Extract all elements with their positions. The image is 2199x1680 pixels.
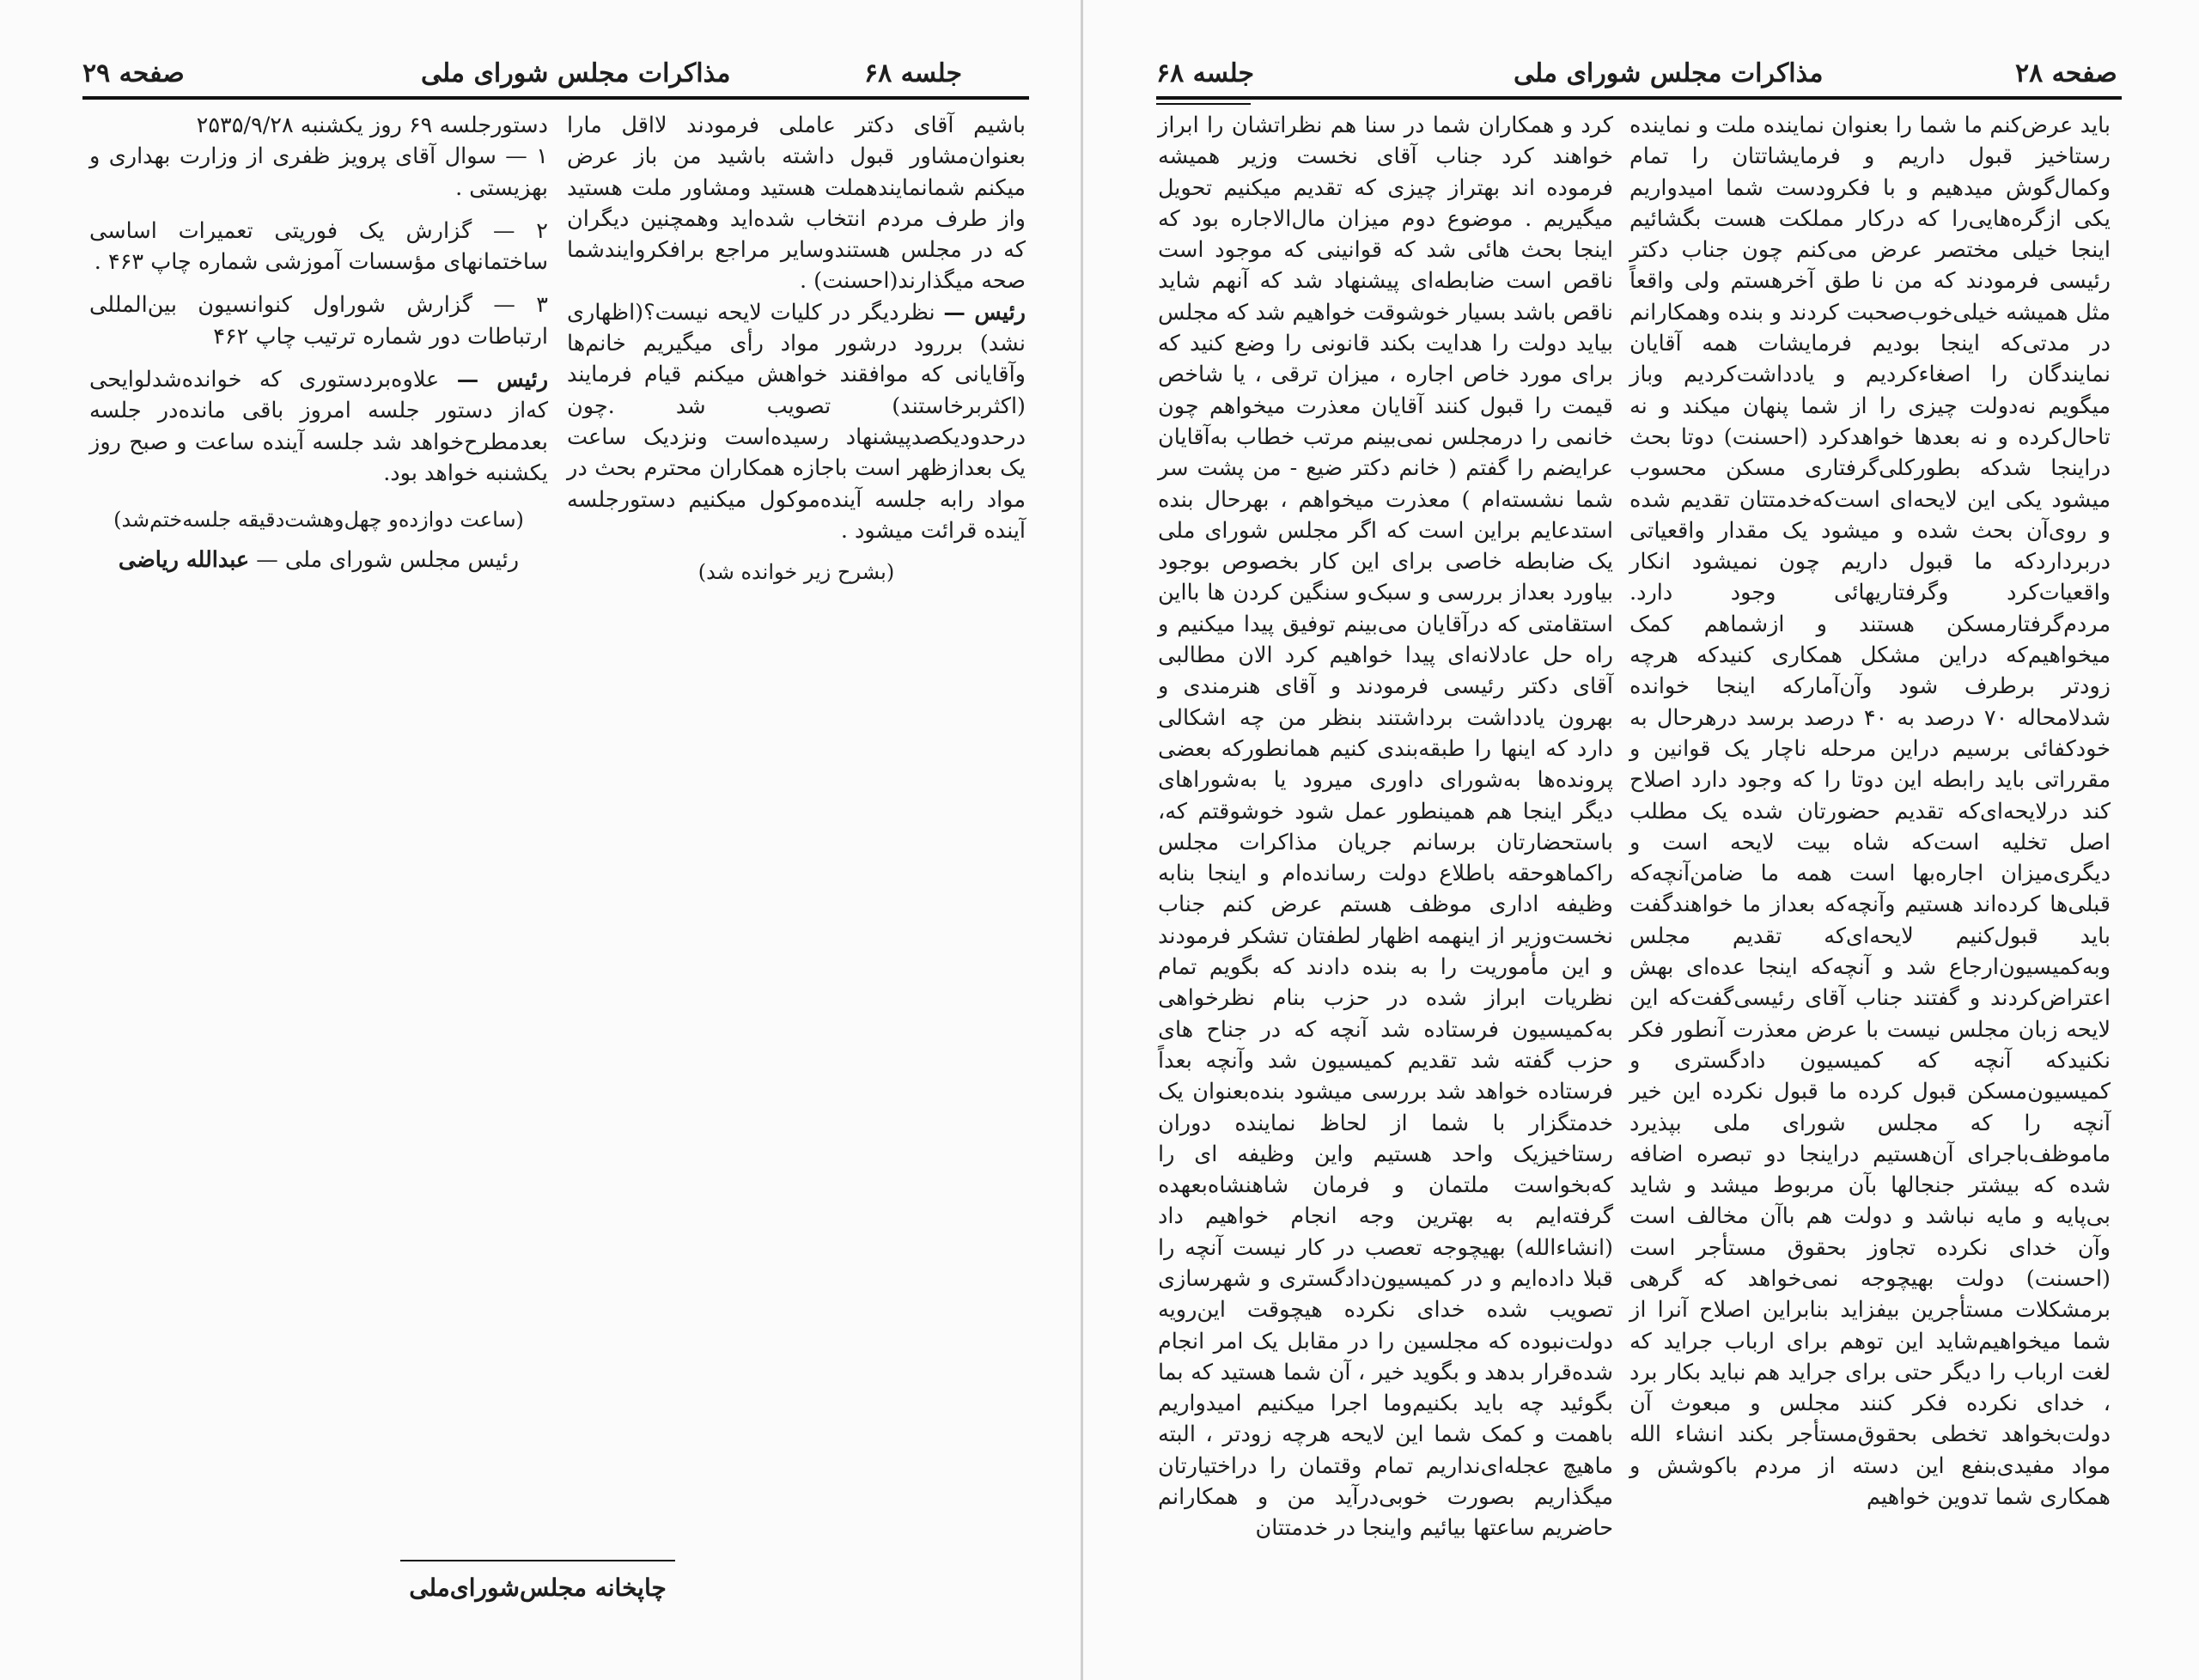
left-page-left-column: [89, 110, 548, 575]
right-page: [1084, 0, 2199, 1680]
agenda-item: ۲ — گزارش یک فوریتی تعمیرات اساسی ساختمانهای مؤسسات آموزشی شماره چاپ ۴۶۳ .: [89, 217, 548, 276]
left-page: [0, 0, 1084, 1680]
footer-rule: [400, 1560, 675, 1561]
page-number: صفحه ۲۸: [2015, 58, 2117, 88]
paragraph: رئیس — نظردیگر در کلیات لایحه نیست؟(اظهاری نشد) بررود درشور مواد رأی میگیریم خانم‌ها وآقایانی که موافقند خواهش میکنم قیام فرمایند (اکثربرخاستند) تصویب شد .چون درحدودیکصدپیشنهاد رسیده‌است ونزدیک ساعت یک بعدازظهر است باجازه همکاران محترم بحث در مواد رابه جلسه آینده‌موکول میکنیم دستورجلسه آینده قرائت میشود .: [567, 299, 1026, 544]
journal-title: مذاکرات مجلس شورای ملی: [1514, 58, 1824, 88]
signature-prefix: رئیس مجلس شورای ملی —: [256, 546, 520, 573]
right-page-left-column: [1158, 110, 1613, 1544]
paragraph: رئیس — علاوه‌بردستوری که خوانده‌شدلوایحی که‌از دستور جلسه امروز باقی مانده‌در جلسه بعدمطرح‌خواهد شد جلسه آینده ساعت و صبح روز یکشنبه خواهد بود.: [89, 367, 549, 486]
agenda-item: ۳ — گزارش شوراول کنوانسیون بین‌المللی ارتباطات دور شماره ترتیب چاپ ۴۶۲: [89, 292, 548, 350]
header-rule: [1156, 96, 2122, 100]
speech-text: باید عرض‌کنم ما شما را بعنوان نماینده ملت و نماینده رستاخیز قبول داریم و فرمایشاتتان را تمام وکمال‌گوش میدهیم و با فکرودست شما امیدواریم یکی ازگره‌هایی‌را که درکار مملکت هست بگشائیم اینجا خیلی مختصر عرض می‌کنم چون جناب دکتر رئیسی فرمودند که من نا طق آخرهستم ولی واقعاً مثل همیشه خیلی‌خوب‌صحبت کردند و بنده وهمکارانم در مدتی‌که اینجا بودیم فرمایشات همه آقایان نمایندگان را اصغاءکردیم و یادداشت‌کردیم وباز میگویم نه‌دولت چیزی را از شما پنهان میکند و نه تاحال‌کرده و نه بعدها خواهدکرد (احسنت) دوتا بحث دراینجا شدکه بطورکلی‌گرفتاری مسکن محسوب میشود یکی این لایحه‌ای است‌که‌خدمتتان تقدیم شده و روی‌آن بحث شده و میشود یک مقدار واقعیاتی دربرداردکه ما قبول داریم چون نمیشود انکار واقعیات‌کرد وگرفتاریهائی وجود دارد. مردم‌گرفتارمسکن هستند و ازشماهم کمک میخواهیم‌که دراین مشکل همکاری کنیدکه هرچه زودتر برطرف شود وآن‌آمارکه اینجا خوانده شدلامحاله ۷۰ درصد به ۴۰ درصد برسد درهرحال به خودکفائی برسیم دراین مرحله ناچار یک قوانین و مقرراتی باید رابطه این دوتا را که وجود دارد اصلاح کند درلایحه‌ای‌که تقدیم حضورتان شده یک مطلب اصل تخلیه است‌که شاه بیت لایحه است و دیگری‌میزان اجاره‌بها است همه ما ضامن‌آنچه‌که قبلی‌ها کرده‌اند هستیم وآنچه‌که بعداز ما خواهندگفت باید قبول‌کنیم لایحه‌ای‌که تقدیم مجلس وبه‌کمیسیون‌ارجاع شد و آنچه‌که اینجا عده‌ای بهش اعتراض‌کردند و گفتند جناب آقای رئیسی‌گفت‌که این لایحه زبان مجلس نیست با عرض معذرت آنطور فکر نکنیدکه آنچه که کمیسیون دادگستری و کمیسیون‌مسکن قبول کرده ما قبول نکرده این خیر آنچه را که مجلس شورای ملی بپذیرد ماموظف‌باجرای آن‌هستیم دراینجا دو تبصره اضافه شده که بیشتر جنجالها بآن مربوط میشد و شاید بی‌پایه و مایه نباشد و دولت هم باآن مخالف است وآن خدای نکرده تجاوز بحقوق مستأجر است (احسنت) دولت بهیچوجه نمی‌خواهد که گرهی برمشکلات مستأجرین بیفزاید بنابراین اصلاح آنرا از شما میخواهیم‌شاید این توهم برای ارباب جراید که لغت ارباب را دیگر حتی برای جراید هم نباید بکار برد ، خدای نکرده فکر کنند مجلس و مبعوث آن دولت‌بخواهد تخطی بحقوق‌مستأجر بکند انشاء الله مواد مفیدی‌بنفع این دسته از مردم باکوشش و همکاری شما تدوین خواهیم: [1629, 113, 2111, 1511]
page-header: [82, 58, 1027, 96]
speaker-label: رئیس —: [943, 299, 1026, 326]
left-page-right-column: [567, 110, 1026, 587]
page-gutter: [1081, 0, 1083, 1680]
paragraph: باشیم آقای دکتر عاملی فرمودند لااقل مارا بعنوان‌مشاور قبول داشته باشید من باز عرض میکنم شمانمایندهملت هستید ومشاور ملت هستید واز طرف مردم انتخاب شده‌اید وهمچنین دیگران که در مجلس هستندوسایر مراجع برافکروایندشما صحه میگذارند(احسنت) .: [567, 113, 1026, 295]
header-rule: [82, 96, 1029, 100]
session-number: جلسه ۶۸: [864, 58, 963, 88]
session-underline: [1156, 103, 1251, 105]
right-page-right-column: [1629, 110, 2111, 1513]
agenda-item: ۱ — سوال آقای پرویز ظفری از وزارت بهداری و بهزیستی .: [89, 143, 548, 201]
session-number: جلسه ۶۸: [1156, 58, 1255, 88]
printer-footer: چاپخانه مجلس‌شورای‌ملی: [409, 1573, 667, 1602]
agenda-heading: دستورجلسه ۶۹ روز یکشنبه ۲۵۳۵/۹/۲۸: [196, 113, 548, 138]
page-number: صفحه ۲۹: [82, 58, 185, 88]
journal-title: مذاکرات مجلس شورای ملی: [421, 58, 731, 88]
speaker-label: رئیس —: [456, 367, 549, 393]
reading-note: (بشرح زیر خوانده شد): [697, 560, 895, 585]
signature-name: عبدالله ریاضی: [118, 546, 250, 573]
page-header: [1156, 58, 2118, 96]
closing-note: (ساعت دوازده‌و چهل‌وهشت‌دقیقه جلسه‌ختم‌شد): [113, 508, 524, 533]
speech-text: کرد و همکاران شما در سنا هم نظراتشان را ابراز خواهند کرد جناب آقای نخست وزیر همیشه فرموده اند بهتراز چیزی که تقدیم میکنیم تحویل میگیریم . موضوع دوم میزان مال‌الاجاره بود که اینجا بحث هائی شد که قوانینی که موجود است ناقص است ضابطه‌ای پیشنهاد شد که آنهم شاید ناقص باشد بسیار خوشوقت خواهیم شد که مجلس بیاید دولت را هدایت بکند قانونی را وضع کنید که برای مورد خاص اجاره ، میزان ترقی ، یا شاخص قیمت را قبول کنند آقایان معذرت میخواهم چون خانمی را درمجلس نمی‌بینم مرتب خطاب به‌آقایان عرایضم را گفتم ( خانم دکتر ضیع - من پشت سر شما نشسته‌ام ) معذرت میخواهم ، بهرحال بنده استدعایم براین است که اگر مجلس شورای ملی یک ضابطه خاصی برای این کار بخصوص بوجود بیاورد بعداز بررسی و سبک‌و سنگین کردن ها بااین استقامتی که درآقایان می‌بینم توفیق پیدا میکنیم و راه حل عادلانه‌ای پیدا خواهیم کرد الان مطالبی آقای دکتر رئیسی فرمودند و آقای هنرمندی و بهرون یادداشت برداشتند بنظر من چه اشکالی دارد که اینها را طبقه‌بندی کنیم همانطورکه بعضی پرونده‌ها به‌شورای داوری میرود یا به‌شوراهای دیگر اینجا هم همینطور عمل شود خوشوقتم که، باستحضارتان برسانم جریان مذاکرات مجلس راکماهوحقه باطلاع دولت رسانده‌ام و اینجا بنابه وظیفه اداری موظف هستم عرض کنم جناب نخست‌وزیر از اینهمه اظهار لطفتان تشکر فرمودند و این مأموریت را به بنده دادند که بگویم تمام نظریات ابراز شده در حزب بنام نظرخواهی به‌کمیسیون فرستاده شد آنچه که در جناح های حزب گفته شد تقدیم کمیسیون شد وآنچه بعداً فرستاده خواهد شد بررسی میشود بنده‌بعنوان یک خدمتگزار با شما از لحاظ نماینده دوران رستاخیزیک واحد هستیم واین وظیفه ای را که‌بخواست ملتمان و فرمان شاهنشاه‌بعهده گرفته‌ایم به بهترین وجه انجام خواهیم داد (انشاءالله) بهیچوجه تعصب در کار نیست آنچه را قبلا داده‌ایم و در کمیسیون‌دادگستری و شهرسازی تصویب شده خدای نکرده هیچوقت این‌رویه دولت‌نبوده که مجلسین را در مقابل یک امر انجام شده‌قرار بدهد و بگوید خیر ، آن شما هستید که بما بگوئید چه باید بکنیم‌وما اجرا میکنیم امیدواریم باهمت و کمک شما این لایحه هرچه زودتر ، البته ماهیچ عجله‌ای‌نداریم تمام وقتمان را دراختیارتان میگذاریم بصورت خوبی‌درآید من و همکارانم حاضریم ساعتها بیائیم واینجا در خدمتتان: [1158, 113, 1613, 1542]
signature: [89, 545, 548, 575]
